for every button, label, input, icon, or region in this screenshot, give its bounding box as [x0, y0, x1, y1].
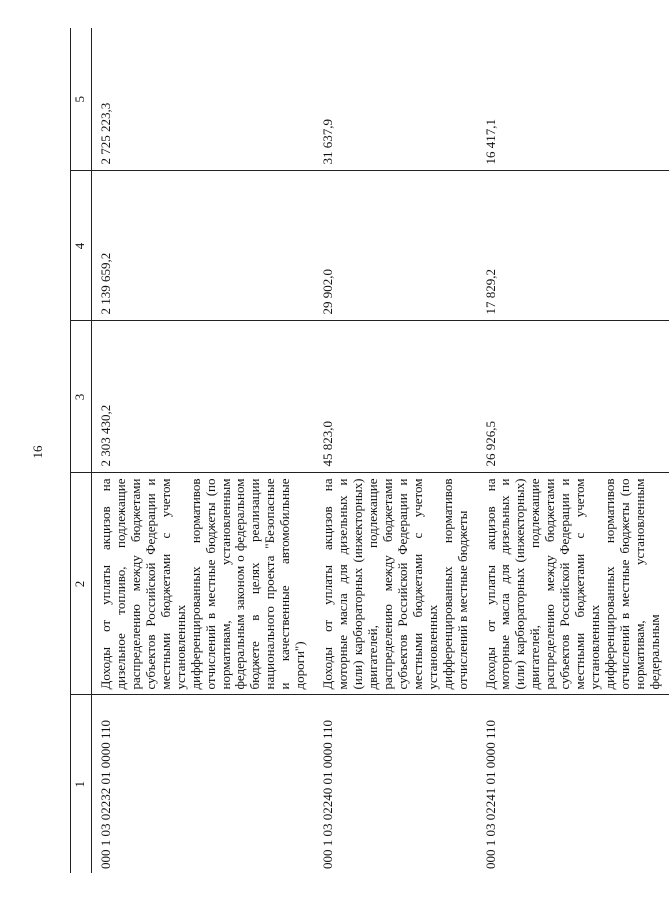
- revenue-table-frame: [70, 28, 662, 873]
- page-number: 16: [30, 445, 45, 459]
- value-cell-col3: 2 303 430,2: [92, 321, 315, 473]
- column-header-5: 5: [71, 28, 92, 171]
- table-row: [477, 28, 669, 873]
- description-cell: Доходы от уплаты акцизов на моторные масла для дизельных и (или) карбюраторных (инжекторных) двигателей, подлежащие распределению между бюджетами субъектов Российской Федерации и местными бюджетами с учетом установленных дифференцированных нормативов отчислений в местные бюджеты (по нормативам, установленным федеральным: [477, 473, 669, 695]
- rotated-table-container: [70, 28, 662, 873]
- table-header-row: [71, 28, 92, 873]
- description-cell: Доходы от уплаты акцизов на моторные масла для дизельных и (или) карбюраторных (инжекторных) двигателей, подлежащие распределению между бюджетами субъектов Российской Федерации и местными бюджетами с учетом установленных дифференцированных нормативов отчислений в местные бюджеты: [314, 473, 476, 695]
- table-row: [92, 28, 315, 873]
- table-row: [314, 28, 476, 873]
- budget-code-cell: 000 1 03 02241 01 0000 110: [482, 719, 498, 869]
- column-header-2: 2: [71, 473, 92, 695]
- description-cell: Доходы от уплаты акцизов на дизельное топливо, подлежащие распределению между бюджетами субъектов Российской Федерации и местными бюджетами с учетом установленных дифференцированных нормативов отчислений в местные бюджеты (по нормативам, установленным федеральным законом о федеральном бюджете в целях реализации национального проекта "Безопасные и качественные автомобильные дороги"): [92, 473, 315, 695]
- column-header-3: 3: [71, 321, 92, 473]
- value-cell-col3: 45 823,0: [314, 321, 476, 473]
- value-cell-col4: 17 829,2: [477, 171, 669, 321]
- column-header-1: 1: [71, 695, 92, 873]
- value-cell-col4: 2 139 659,2: [92, 171, 315, 321]
- revenue-table: [70, 28, 669, 873]
- value-cell-col5: 31 637,9: [314, 28, 476, 171]
- column-header-4: 4: [71, 171, 92, 321]
- value-cell-col4: 29 902,0: [314, 171, 476, 321]
- value-cell-col5: 16 417,1: [477, 28, 669, 171]
- budget-code-cell: 000 1 03 02232 01 0000 110: [98, 719, 113, 869]
- value-cell-col3: 26 926,5: [477, 321, 669, 473]
- budget-code-cell: 000 1 03 02240 01 0000 110: [320, 719, 336, 869]
- value-cell-col5: 2 725 223,3: [92, 28, 315, 171]
